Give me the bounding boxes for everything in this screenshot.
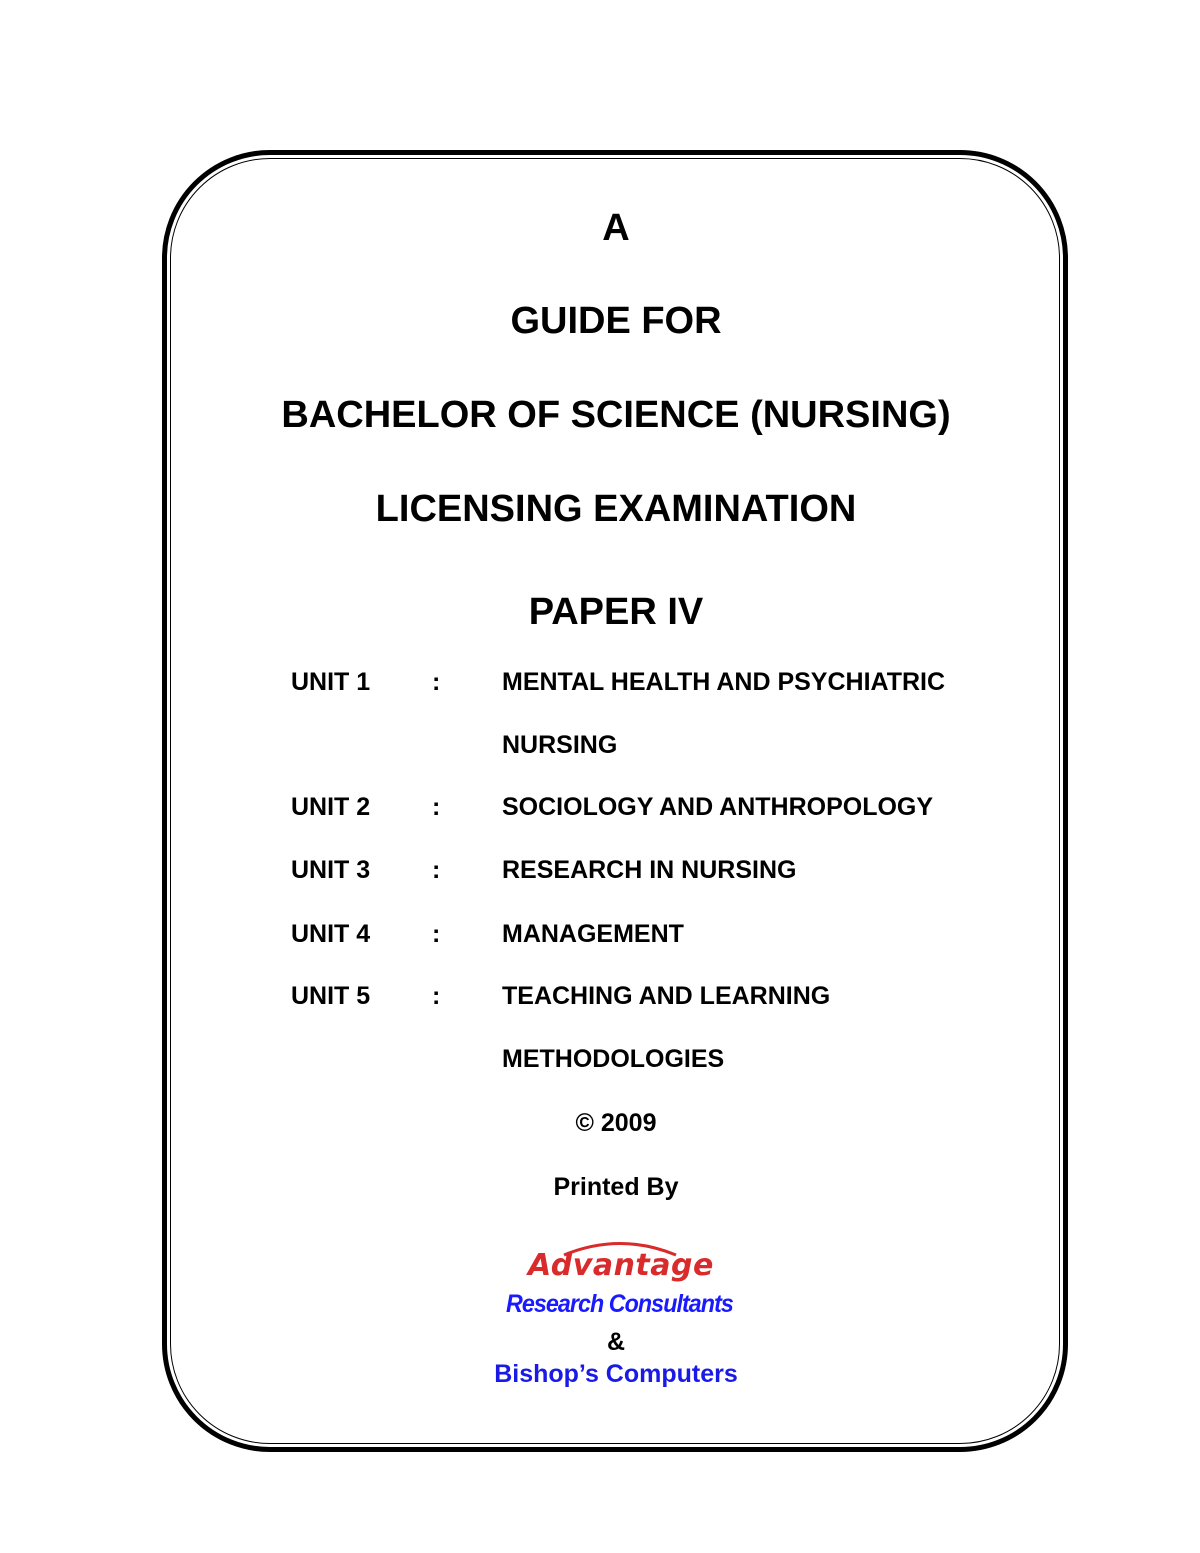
unit-row-continuation bbox=[0, 1043, 1200, 1075]
unit-title-continuation: METHODOLOGIES bbox=[502, 1045, 725, 1073]
unit-separator: : bbox=[432, 793, 441, 821]
unit-row bbox=[0, 980, 1200, 1012]
unit-title: MENTAL HEALTH AND PSYCHIATRIC bbox=[502, 668, 946, 696]
unit-label: UNIT 3 bbox=[291, 856, 371, 884]
printed-by-label: Printed By bbox=[553, 1173, 679, 1201]
unit-label: UNIT 4 bbox=[291, 920, 371, 948]
unit-label: UNIT 2 bbox=[291, 793, 371, 821]
advantage-logo bbox=[500, 1238, 732, 1322]
unit-row bbox=[0, 918, 1200, 950]
unit-separator: : bbox=[432, 668, 441, 696]
title-line-paper: PAPER IV bbox=[528, 591, 704, 633]
unit-separator: : bbox=[432, 920, 441, 948]
unit-separator: : bbox=[432, 856, 441, 884]
unit-row bbox=[0, 666, 1200, 698]
unit-row bbox=[0, 854, 1200, 886]
logo-wordmark: Advantage bbox=[528, 1248, 714, 1283]
unit-title: RESEARCH IN NURSING bbox=[502, 856, 797, 884]
unit-title: SOCIOLOGY AND ANTHROPOLOGY bbox=[502, 793, 934, 821]
title-line-degree: BACHELOR OF SCIENCE (NURSING) bbox=[281, 394, 951, 436]
title-line-exam: LICENSING EXAMINATION bbox=[375, 488, 857, 530]
copyright-notice: © 2009 bbox=[575, 1109, 657, 1137]
unit-title: MANAGEMENT bbox=[502, 920, 684, 948]
title-line-guide: GUIDE FOR bbox=[510, 300, 722, 342]
ampersand: & bbox=[606, 1328, 626, 1356]
unit-label: UNIT 5 bbox=[291, 982, 371, 1010]
title-line-a: A bbox=[602, 207, 630, 249]
unit-title: TEACHING AND LEARNING bbox=[502, 982, 831, 1010]
unit-row bbox=[0, 791, 1200, 823]
logo-subtitle: Research Consultants bbox=[506, 1290, 733, 1318]
printer-name: Bishop’s Computers bbox=[494, 1360, 738, 1388]
unit-label: UNIT 1 bbox=[291, 668, 371, 696]
unit-row-continuation bbox=[0, 729, 1200, 761]
unit-separator: : bbox=[432, 982, 441, 1010]
unit-title-continuation: NURSING bbox=[502, 731, 618, 759]
